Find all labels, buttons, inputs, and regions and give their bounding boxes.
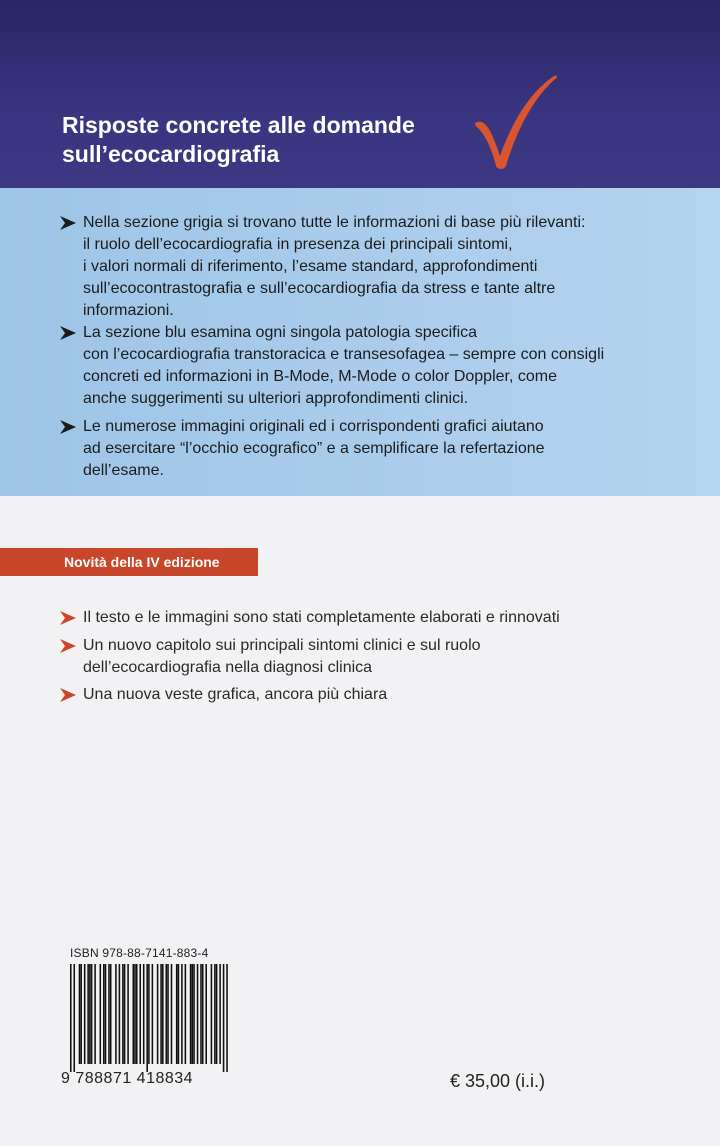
barcode-bar: [193, 964, 195, 1064]
barcode-bar: [162, 964, 164, 1064]
barcode-bar: [143, 964, 145, 1064]
new-edition-bullet: [60, 684, 620, 706]
bullet-line: Le numerose immagini originali ed i corrispondenti grafici aiutano: [83, 418, 544, 435]
barcode-bar: [136, 964, 138, 1064]
barcode-bar: [211, 964, 213, 1064]
barcode-bar: [165, 964, 167, 1064]
barcode-bar: [103, 964, 105, 1064]
headline-line-2: sull’ecocardiografia: [62, 141, 280, 167]
summary-bullet-blue-section: [60, 322, 620, 410]
barcode-bar: [70, 964, 72, 1072]
barcode-bar: [124, 964, 126, 1064]
barcode-bar: [127, 964, 129, 1064]
barcode-bar: [202, 964, 204, 1064]
barcode-bar: [216, 964, 218, 1064]
barcode-bar: [223, 964, 225, 1072]
bullet-line: La sezione blu esamina ogni singola patologia specifica: [83, 324, 478, 341]
new-edition-label: Novità della IV edizione: [64, 554, 220, 570]
barcode-bar: [178, 964, 180, 1064]
barcode-bar: [84, 964, 86, 1064]
bullet-line: il ruolo dell’ecocardiografia in presenza dei principali sintomi,: [83, 236, 513, 253]
barcode-bar: [94, 964, 96, 1064]
barcode-bar: [89, 964, 91, 1064]
barcode-bar: [181, 964, 183, 1064]
barcode-bar: [115, 964, 117, 1064]
barcode-bars: [70, 964, 228, 1072]
barcode-bar: [91, 964, 93, 1064]
barcode-bar: [185, 964, 187, 1064]
new-edition-bullet: [60, 607, 620, 629]
checkmark-icon: [470, 70, 560, 170]
bullet-line: anche suggerimenti su ulteriori approfondimenti clinici.: [83, 390, 469, 407]
barcode-bar: [133, 964, 135, 1064]
arrow-bullet-icon: [60, 639, 76, 653]
isbn-barcode: [61, 946, 228, 1096]
barcode-bar: [157, 964, 159, 1064]
barcode-digits: 9 788871 418834: [61, 1070, 194, 1087]
barcode-bar: [167, 964, 169, 1064]
barcode-bar: [152, 964, 154, 1064]
isbn-number: ISBN 978-88-7141-883-4: [70, 946, 209, 960]
barcode-bar: [119, 964, 121, 1064]
barcode-bar: [134, 964, 136, 1064]
barcode-bar: [171, 964, 173, 1064]
bullet-line: dell’esame.: [83, 462, 164, 479]
new-edition-bullet: [60, 635, 620, 679]
bullet-line: Un nuovo capitolo sui principali sintomi clinici e sul ruolo: [83, 637, 481, 654]
arrow-bullet-icon: [60, 611, 76, 625]
new-edition-banner: [0, 548, 258, 576]
bullet-line: ad esercitare “l’occhio ecografico” e a semplificare la refertazione: [83, 440, 545, 457]
barcode-bar: [176, 964, 178, 1064]
barcode-bar: [148, 964, 150, 1064]
cover-headline: [62, 111, 482, 169]
barcode-bar: [110, 964, 112, 1064]
barcode-bar: [219, 964, 221, 1064]
barcode-bar: [160, 964, 162, 1064]
price-label: € 35,00 (i.i.): [450, 1071, 546, 1091]
barcode-bar: [122, 964, 124, 1064]
barcode-bar: [146, 964, 148, 1072]
summary-bullet-grey-section: [60, 212, 620, 322]
bullet-line: sull’ecocontrastografia e sull’ecocardiografia da stress e tante altre: [83, 280, 556, 297]
bullet-line: Il testo e le immagini sono stati completamente elaborati e rinnovati: [83, 609, 560, 626]
barcode-bar: [87, 964, 89, 1064]
summary-section: [0, 188, 720, 496]
barcode-bar: [79, 964, 81, 1064]
bullet-line: con l’ecocardiografia transtoracica e transesofagea – sempre con consigli: [83, 346, 605, 363]
barcode-bar: [73, 964, 75, 1072]
barcode-bar: [192, 964, 194, 1064]
barcode-bar: [214, 964, 216, 1064]
header-band: [0, 0, 720, 188]
arrow-bullet-icon: [60, 216, 76, 230]
arrow-bullet-icon: [60, 326, 76, 340]
barcode-bar: [205, 964, 207, 1064]
bullet-line: Una nuova veste grafica, ancora più chiara: [83, 686, 388, 703]
barcode-bar: [108, 964, 110, 1064]
barcode-bar: [226, 964, 228, 1072]
barcode-bar: [105, 964, 107, 1064]
summary-bullet-images: [60, 416, 620, 482]
barcode-bar: [80, 964, 82, 1064]
barcode-bar: [100, 964, 102, 1064]
bullet-line: concreti ed informazioni in B-Mode, M-Mode o color Doppler, come: [83, 368, 557, 385]
arrow-bullet-icon: [60, 688, 76, 702]
bullet-line: i valori normali di riferimento, l’esame standard, approfondimenti: [83, 258, 538, 275]
headline-line-1: Risposte concrete alle domande: [62, 112, 415, 138]
arrow-bullet-icon: [60, 420, 76, 434]
bullet-line: dell’ecocardiografia nella diagnosi clinica: [83, 659, 373, 676]
barcode-bar: [200, 964, 202, 1064]
barcode-bar: [190, 964, 192, 1064]
bullet-line: informazioni.: [83, 302, 174, 319]
barcode-bar: [139, 964, 141, 1064]
bullet-line: Nella sezione grigia si trovano tutte le informazioni di base più rilevanti:: [83, 214, 586, 231]
barcode-bar: [197, 964, 199, 1064]
